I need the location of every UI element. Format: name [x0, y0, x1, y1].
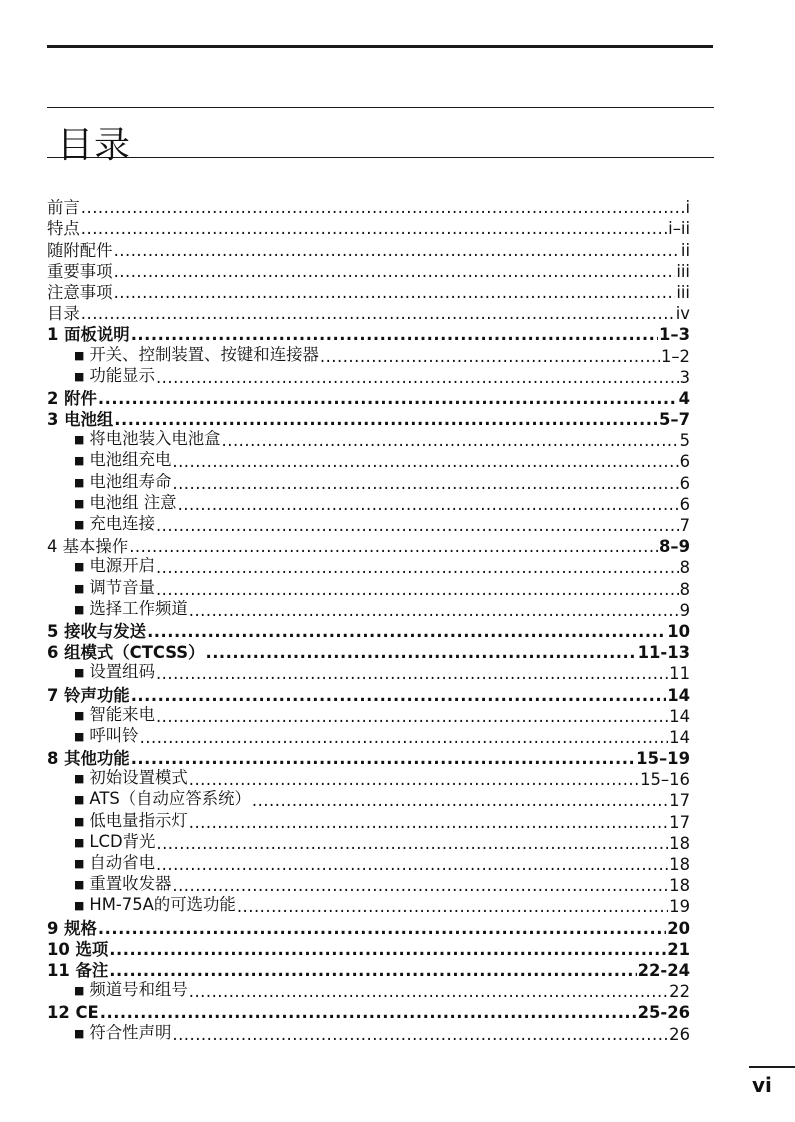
toc-entry-page: iii	[676, 261, 690, 281]
toc-entry-label	[47, 748, 130, 769]
toc-entry-page: 22	[669, 982, 690, 1002]
toc-entry-page: 10	[667, 621, 690, 641]
toc-dot-leader	[114, 261, 676, 282]
toc-dot-leader	[114, 240, 680, 261]
toc-dot-leader	[156, 833, 668, 854]
toc-entry-text: 电源开启	[89, 556, 155, 576]
toc-subentry[interactable]	[47, 430, 690, 451]
toc-entry-text: 电池组 注意	[89, 492, 177, 512]
toc-entry-text: 2 附件	[47, 388, 97, 408]
toc-dot-leader	[205, 642, 636, 663]
toc-entry-page: 8	[679, 558, 690, 578]
toc-entry-label	[47, 918, 97, 939]
toc-entry-label	[47, 685, 130, 706]
toc-entry-label	[47, 894, 236, 917]
toc-dot-leader	[129, 536, 658, 557]
square-bullet-icon: ■	[74, 814, 85, 828]
toc-subentry[interactable]	[47, 896, 690, 917]
toc-entry-label	[47, 831, 155, 854]
toc-entry-page: 11-13	[637, 643, 690, 663]
toc-entry-text: 低电量指示灯	[89, 810, 188, 830]
toc-entry-page: 25-26	[637, 1003, 690, 1023]
square-bullet-icon: ■	[74, 348, 85, 362]
square-bullet-icon: ■	[74, 454, 85, 468]
toc-dot-leader	[147, 621, 666, 642]
toc-subentry[interactable]	[47, 600, 690, 621]
toc-entry-text: 充电连接	[89, 514, 155, 533]
toc-entry[interactable]	[47, 642, 690, 663]
toc-dot-leader	[156, 515, 679, 536]
toc-dot-leader	[140, 727, 669, 748]
toc-entry-label	[47, 661, 155, 684]
toc-entry-page: 9	[679, 600, 690, 620]
toc-entry-text: 5 接收与发送	[47, 621, 147, 641]
toc-entry-label	[47, 303, 80, 324]
toc-entry-label	[47, 577, 155, 600]
toc-dot-leader	[131, 748, 635, 769]
toc-dot-leader	[189, 600, 679, 621]
toc-subentry[interactable]	[47, 557, 690, 578]
toc-entry-text: 自动省电	[89, 853, 155, 872]
square-bullet-icon: ■	[74, 793, 85, 807]
toc-entry-label	[47, 409, 113, 430]
toc-entry-label	[47, 1002, 99, 1023]
toc-entry-text: 电池组充电	[89, 450, 172, 470]
toc-subentry[interactable]	[47, 981, 690, 1002]
toc-entry-page: i	[685, 198, 690, 218]
toc-entry-page: 17	[669, 791, 690, 811]
toc-entry-label	[47, 261, 113, 282]
toc-entry-text: 目录	[47, 304, 80, 324]
toc-subentry[interactable]	[47, 451, 690, 472]
toc-entry-text: 智能来电	[89, 704, 155, 724]
toc-dot-leader	[222, 430, 679, 451]
toc-entry-label	[47, 344, 319, 367]
toc-entry[interactable]	[47, 282, 690, 303]
toc-entry-label	[47, 873, 171, 896]
page-number: vi	[752, 1073, 772, 1097]
toc-entry-page: 1–3	[658, 325, 690, 345]
toc-entry-page: 14	[667, 685, 690, 705]
toc-entry-page: iv	[675, 304, 690, 324]
toc-dot-leader	[131, 324, 658, 345]
toc-dot-leader	[156, 579, 679, 600]
toc-dot-leader	[189, 812, 668, 833]
toc-entry-text: 初始设置模式	[89, 768, 188, 788]
toc-dot-leader	[114, 282, 676, 303]
square-bullet-icon: ■	[74, 496, 85, 510]
toc-entry[interactable]	[47, 388, 690, 409]
toc-entry-page: 14	[669, 727, 690, 747]
toc-entry-page: 8	[679, 579, 690, 599]
toc-dot-leader	[172, 451, 678, 472]
toc-entry[interactable]	[47, 536, 690, 557]
toc-entry-page: 5–7	[658, 410, 690, 430]
toc-dot-leader	[156, 367, 679, 388]
toc-entry-text: 7 铃声功能	[47, 685, 130, 705]
table-of-contents	[47, 197, 690, 1045]
toc-subentry[interactable]	[47, 875, 690, 896]
footer-rule	[749, 1066, 795, 1068]
toc-entry-text: ATS（自动应答系统）	[89, 789, 251, 809]
toc-dot-leader	[189, 769, 639, 790]
toc-entry-page: 5	[679, 431, 690, 451]
toc-dot-leader	[114, 409, 658, 430]
toc-dot-leader	[81, 303, 675, 324]
toc-dot-leader	[98, 918, 666, 939]
toc-entry-page: ii	[680, 240, 690, 260]
toc-entry-text: 重置收发器	[89, 874, 172, 894]
toc-entry-text: 开关、控制装置、按键和连接器	[89, 344, 319, 364]
square-bullet-icon: ■	[74, 518, 85, 531]
square-bullet-icon: ■	[74, 581, 85, 595]
toc-entry-text: 将电池装入电池盒	[89, 429, 221, 449]
toc-entry-text: 呼叫铃	[89, 725, 139, 745]
toc-dot-leader	[98, 388, 678, 409]
toc-entry-label	[47, 536, 128, 557]
square-bullet-icon: ■	[74, 899, 85, 913]
toc-subentry[interactable]	[47, 367, 690, 388]
toc-entry-text: 重要事项	[47, 261, 113, 281]
toc-subentry[interactable]	[47, 790, 690, 811]
toc-subentry[interactable]	[47, 472, 690, 493]
toc-entry-label	[47, 282, 113, 303]
toc-entry[interactable]	[47, 684, 690, 705]
toc-subentry[interactable]	[47, 345, 690, 366]
toc-entry-label	[47, 852, 155, 875]
square-bullet-icon: ■	[74, 433, 85, 447]
toc-entry-page: 6	[679, 494, 690, 514]
toc-entry[interactable]	[47, 917, 690, 938]
toc-entry-page: 8–9	[658, 537, 690, 557]
title-underline-rule	[47, 157, 714, 158]
toc-entry-label	[47, 960, 108, 981]
toc-entry-page: 1–2	[660, 346, 690, 366]
toc-dot-leader	[109, 939, 666, 960]
toc-entry-text: 功能显示	[89, 365, 155, 385]
toc-dot-leader	[156, 557, 679, 578]
toc-dot-leader	[172, 1024, 668, 1045]
toc-entry-label	[47, 365, 155, 388]
square-bullet-icon: ■	[74, 560, 85, 574]
toc-entry-label	[47, 725, 139, 748]
toc-entry-page: 18	[669, 876, 690, 896]
square-bullet-icon: ■	[74, 602, 85, 616]
toc-entry-text: 随附配件	[47, 240, 113, 260]
toc-entry-page: i–ii	[668, 219, 690, 239]
toc-entry-page: 4	[678, 388, 690, 408]
toc-dot-leader	[156, 706, 668, 727]
toc-entry[interactable]	[47, 409, 690, 430]
toc-dot-leader	[81, 218, 667, 239]
square-bullet-icon: ■	[74, 1026, 85, 1040]
square-bullet-icon: ■	[74, 857, 85, 870]
toc-entry-label	[47, 1022, 171, 1045]
toc-entry-label	[47, 240, 113, 261]
toc-entry-page: 7	[679, 516, 690, 535]
square-bullet-icon: ■	[74, 772, 85, 786]
toc-entry-label	[47, 598, 188, 621]
toc-entry-text: 注意事项	[47, 282, 113, 302]
toc-subentry[interactable]	[47, 494, 690, 515]
toc-entry-label	[47, 388, 97, 409]
toc-dot-leader	[81, 197, 685, 218]
toc-entry-label	[47, 704, 155, 727]
toc-entry-page: 21	[667, 939, 690, 959]
toc-entry-page: iii	[676, 282, 690, 302]
toc-entry[interactable]	[47, 197, 690, 218]
square-bullet-icon: ■	[74, 475, 85, 489]
toc-entry-text: 4 基本操作	[47, 537, 129, 557]
toc-entry-page: 18	[669, 833, 690, 853]
toc-entry-page: 26	[669, 1024, 690, 1044]
toc-entry-text: 3 电池组	[47, 410, 114, 430]
toc-entry[interactable]	[47, 303, 690, 324]
toc-entry[interactable]	[47, 239, 690, 260]
toc-entry-text: 6 组模式（CTCSS）	[47, 643, 205, 663]
header-rule-thin	[47, 107, 714, 108]
toc-entry-label	[47, 471, 171, 494]
toc-entry-page: 3	[679, 367, 690, 387]
toc-entry-page: 20	[667, 918, 690, 938]
toc-entry-label	[47, 939, 108, 960]
toc-dot-leader	[178, 494, 679, 515]
header-rule-thick	[47, 45, 713, 48]
toc-dot-leader	[237, 896, 668, 917]
toc-entry-page: 18	[669, 855, 690, 874]
toc-entry-text: 8 其他功能	[47, 749, 130, 769]
toc-entry-label	[47, 788, 251, 811]
toc-entry-label	[47, 810, 188, 833]
square-bullet-icon: ■	[74, 666, 85, 680]
toc-entry[interactable]	[47, 1002, 690, 1023]
toc-subentry[interactable]	[47, 854, 690, 875]
toc-subentry[interactable]	[47, 706, 690, 727]
square-bullet-icon: ■	[74, 878, 85, 892]
toc-entry[interactable]	[47, 939, 690, 960]
toc-entry-page: 15–19	[636, 749, 690, 769]
toc-entry-text: 电池组寿命	[89, 471, 172, 491]
toc-entry-text: 12 CE	[47, 1003, 99, 1023]
toc-entry-text: 设置组码	[89, 662, 155, 682]
toc-entry-page: 15–16	[640, 770, 690, 790]
toc-dot-leader	[252, 790, 668, 811]
toc-dot-leader	[109, 960, 636, 981]
toc-entry-text: 10 选项	[47, 939, 109, 959]
toc-subentry[interactable]	[47, 578, 690, 599]
toc-subentry[interactable]	[47, 727, 690, 748]
toc-entry-page: 6	[679, 452, 690, 472]
toc-entry-label	[47, 513, 155, 536]
square-bullet-icon: ■	[74, 708, 85, 722]
toc-subentry[interactable]	[47, 769, 690, 790]
toc-subentry[interactable]	[47, 833, 690, 854]
toc-entry-page: 22-24	[637, 960, 690, 980]
toc-entry-text: 符合性声明	[89, 1022, 172, 1042]
toc-entry-label	[47, 979, 188, 1002]
toc-entry-text: 9 规格	[47, 918, 97, 938]
toc-entry-text: 1 面板说明	[47, 325, 130, 345]
toc-entry-page: 17	[669, 812, 690, 832]
toc-entry-text: 11 备注	[47, 960, 109, 980]
toc-entry-label	[47, 642, 204, 663]
toc-entry[interactable]	[47, 261, 690, 282]
square-bullet-icon: ■	[74, 369, 85, 383]
toc-entry[interactable]	[47, 960, 690, 981]
square-bullet-icon: ■	[74, 984, 85, 998]
toc-entry-page: 11	[669, 664, 690, 684]
square-bullet-icon: ■	[74, 835, 85, 849]
toc-subentry[interactable]	[47, 1023, 690, 1044]
toc-dot-leader	[172, 473, 678, 494]
toc-dot-leader	[320, 346, 660, 367]
toc-subentry[interactable]	[47, 515, 690, 536]
toc-entry-page: 6	[679, 473, 690, 493]
toc-entry-label	[47, 428, 221, 451]
toc-entry[interactable]	[47, 218, 690, 239]
toc-entry-text: 频道号和组号	[89, 980, 188, 1000]
toc-entry[interactable]	[47, 621, 690, 642]
toc-entry-text: 选择工作频道	[89, 598, 188, 618]
toc-entry-label	[47, 621, 146, 642]
toc-entry-text: 前言	[47, 198, 80, 218]
page-title: 目录	[57, 125, 132, 166]
toc-dot-leader	[131, 685, 667, 706]
toc-dot-leader	[156, 854, 668, 875]
toc-entry[interactable]	[47, 748, 690, 769]
toc-entry-page: 14	[669, 706, 690, 726]
toc-entry-label	[47, 197, 80, 218]
toc-dot-leader	[100, 1002, 637, 1023]
toc-entry-label	[47, 218, 80, 239]
toc-entry-label	[47, 492, 177, 515]
toc-subentry[interactable]	[47, 663, 690, 684]
toc-dot-leader	[156, 663, 668, 684]
toc-entry-page: 19	[669, 897, 690, 917]
square-bullet-icon: ■	[74, 729, 85, 743]
toc-entry-label	[47, 555, 155, 578]
toc-entry-label	[47, 449, 171, 472]
toc-entry-label	[47, 767, 188, 790]
toc-dot-leader	[172, 875, 668, 896]
toc-entry[interactable]	[47, 324, 690, 345]
toc-entry-text: 调节音量	[89, 577, 155, 597]
toc-subentry[interactable]	[47, 811, 690, 832]
toc-entry-text: HM-75A的可选功能	[89, 895, 236, 915]
toc-entry-label	[47, 324, 130, 345]
toc-dot-leader	[189, 981, 668, 1002]
toc-entry-text: LCD背光	[89, 831, 156, 851]
toc-entry-text: 特点	[47, 219, 80, 239]
